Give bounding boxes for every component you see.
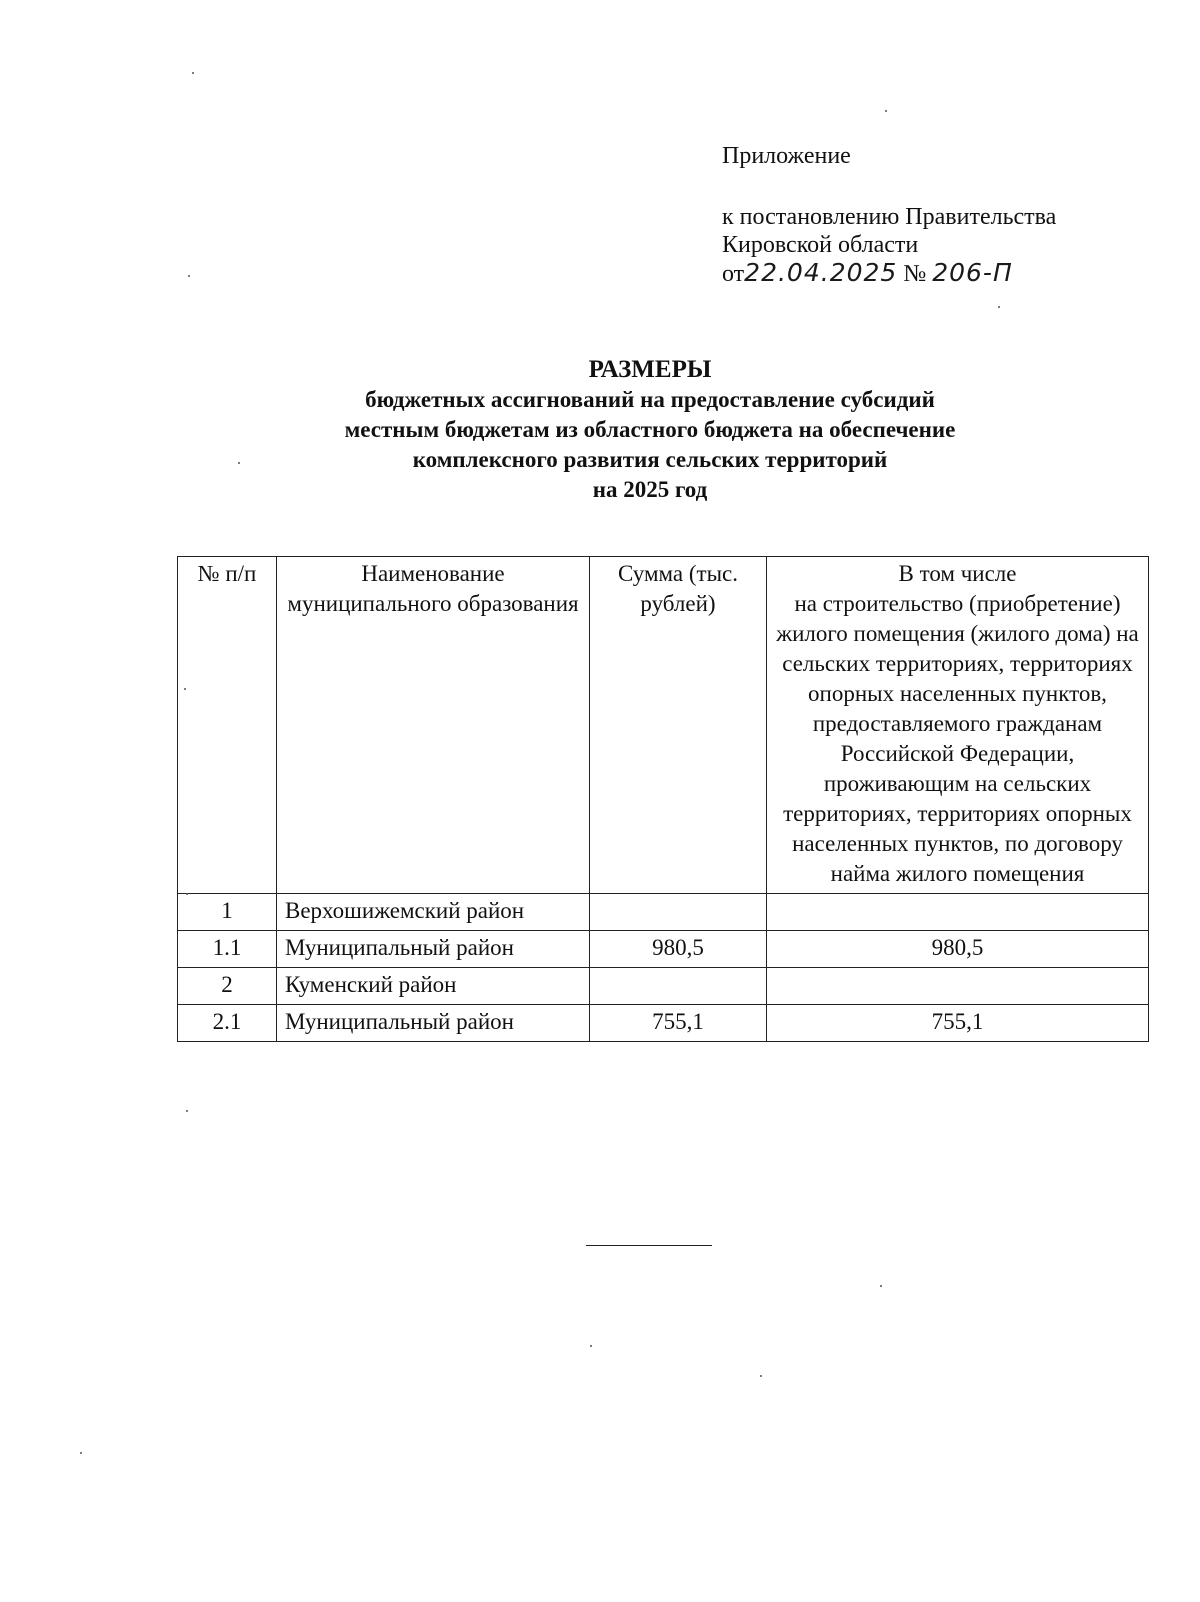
budget-table bbox=[177, 556, 1149, 1042]
row-name: Муниципальный район bbox=[277, 931, 590, 968]
heading-line-1: бюджетных ассигнований на предоставление субсидий bbox=[365, 387, 935, 412]
row-including bbox=[767, 894, 1149, 931]
scan-speck bbox=[80, 1452, 82, 1454]
row-name: Куменский район bbox=[277, 968, 590, 1005]
row-num: 2.1 bbox=[178, 1005, 277, 1042]
handwritten-date: 22.04.2025 bbox=[744, 258, 898, 287]
closing-rule bbox=[586, 1245, 712, 1246]
scan-speck bbox=[590, 1345, 592, 1347]
table-row bbox=[178, 894, 1149, 931]
row-including: 755,1 bbox=[767, 1005, 1149, 1042]
scan-speck bbox=[186, 893, 188, 895]
handwritten-number: 206-П bbox=[932, 258, 1013, 287]
row-num: 2 bbox=[178, 968, 277, 1005]
appendix-reference bbox=[722, 203, 1056, 288]
scan-speck bbox=[880, 1285, 882, 1287]
row-including: 980,5 bbox=[767, 931, 1149, 968]
row-num: 1.1 bbox=[178, 931, 277, 968]
heading-title: РАЗМЕРЫ bbox=[588, 356, 712, 383]
date-prefix: от bbox=[722, 261, 745, 287]
row-name: Муниципальный район bbox=[277, 1005, 590, 1042]
appendix-line-2: Кировской области bbox=[722, 232, 919, 258]
heading-line-3: комплексного развития сельских территорий bbox=[412, 447, 888, 472]
appendix-title: Приложение bbox=[722, 143, 851, 169]
scan-speck bbox=[885, 110, 887, 112]
header-num: № п/п bbox=[178, 557, 277, 894]
row-sum bbox=[590, 968, 767, 1005]
scan-speck bbox=[186, 1110, 188, 1112]
scan-speck bbox=[998, 306, 1000, 308]
scan-speck bbox=[192, 72, 194, 74]
scan-speck bbox=[184, 688, 186, 690]
table-row bbox=[178, 931, 1149, 968]
number-sign: № bbox=[903, 261, 927, 287]
appendix-date-line bbox=[722, 259, 1056, 288]
scan-speck bbox=[760, 1375, 762, 1377]
table-row bbox=[178, 1005, 1149, 1042]
heading-line-2: местным бюджетам из областного бюджета на обеспечение bbox=[344, 417, 956, 442]
row-sum bbox=[590, 894, 767, 931]
table-row bbox=[178, 968, 1149, 1005]
header-name: Наименование муниципального образования bbox=[277, 557, 590, 894]
row-num: 1 bbox=[178, 894, 277, 931]
scan-speck bbox=[238, 462, 240, 464]
document-heading bbox=[200, 355, 1100, 505]
table-header-row bbox=[178, 557, 1149, 894]
scan-speck bbox=[188, 275, 190, 277]
heading-line-4: на 2025 год bbox=[592, 477, 708, 502]
header-sum: Сумма (тыс. рублей) bbox=[590, 557, 767, 894]
header-including: В том числе на строительство (приобретение) жилого помещения (жилого дома) на сельских территориях, территориях опорных населенных пунктов, предоставляемого гражданам Российской Федерации, проживающим на сельских территориях, территориях опорных населенных пунктов, по договору найма жилого помещения bbox=[767, 557, 1149, 894]
row-including bbox=[767, 968, 1149, 1005]
appendix-line-1: к постановлению Правительства bbox=[722, 204, 1057, 230]
row-sum: 755,1 bbox=[590, 1005, 767, 1042]
row-name: Верхошижемский район bbox=[277, 894, 590, 931]
row-sum: 980,5 bbox=[590, 931, 767, 968]
